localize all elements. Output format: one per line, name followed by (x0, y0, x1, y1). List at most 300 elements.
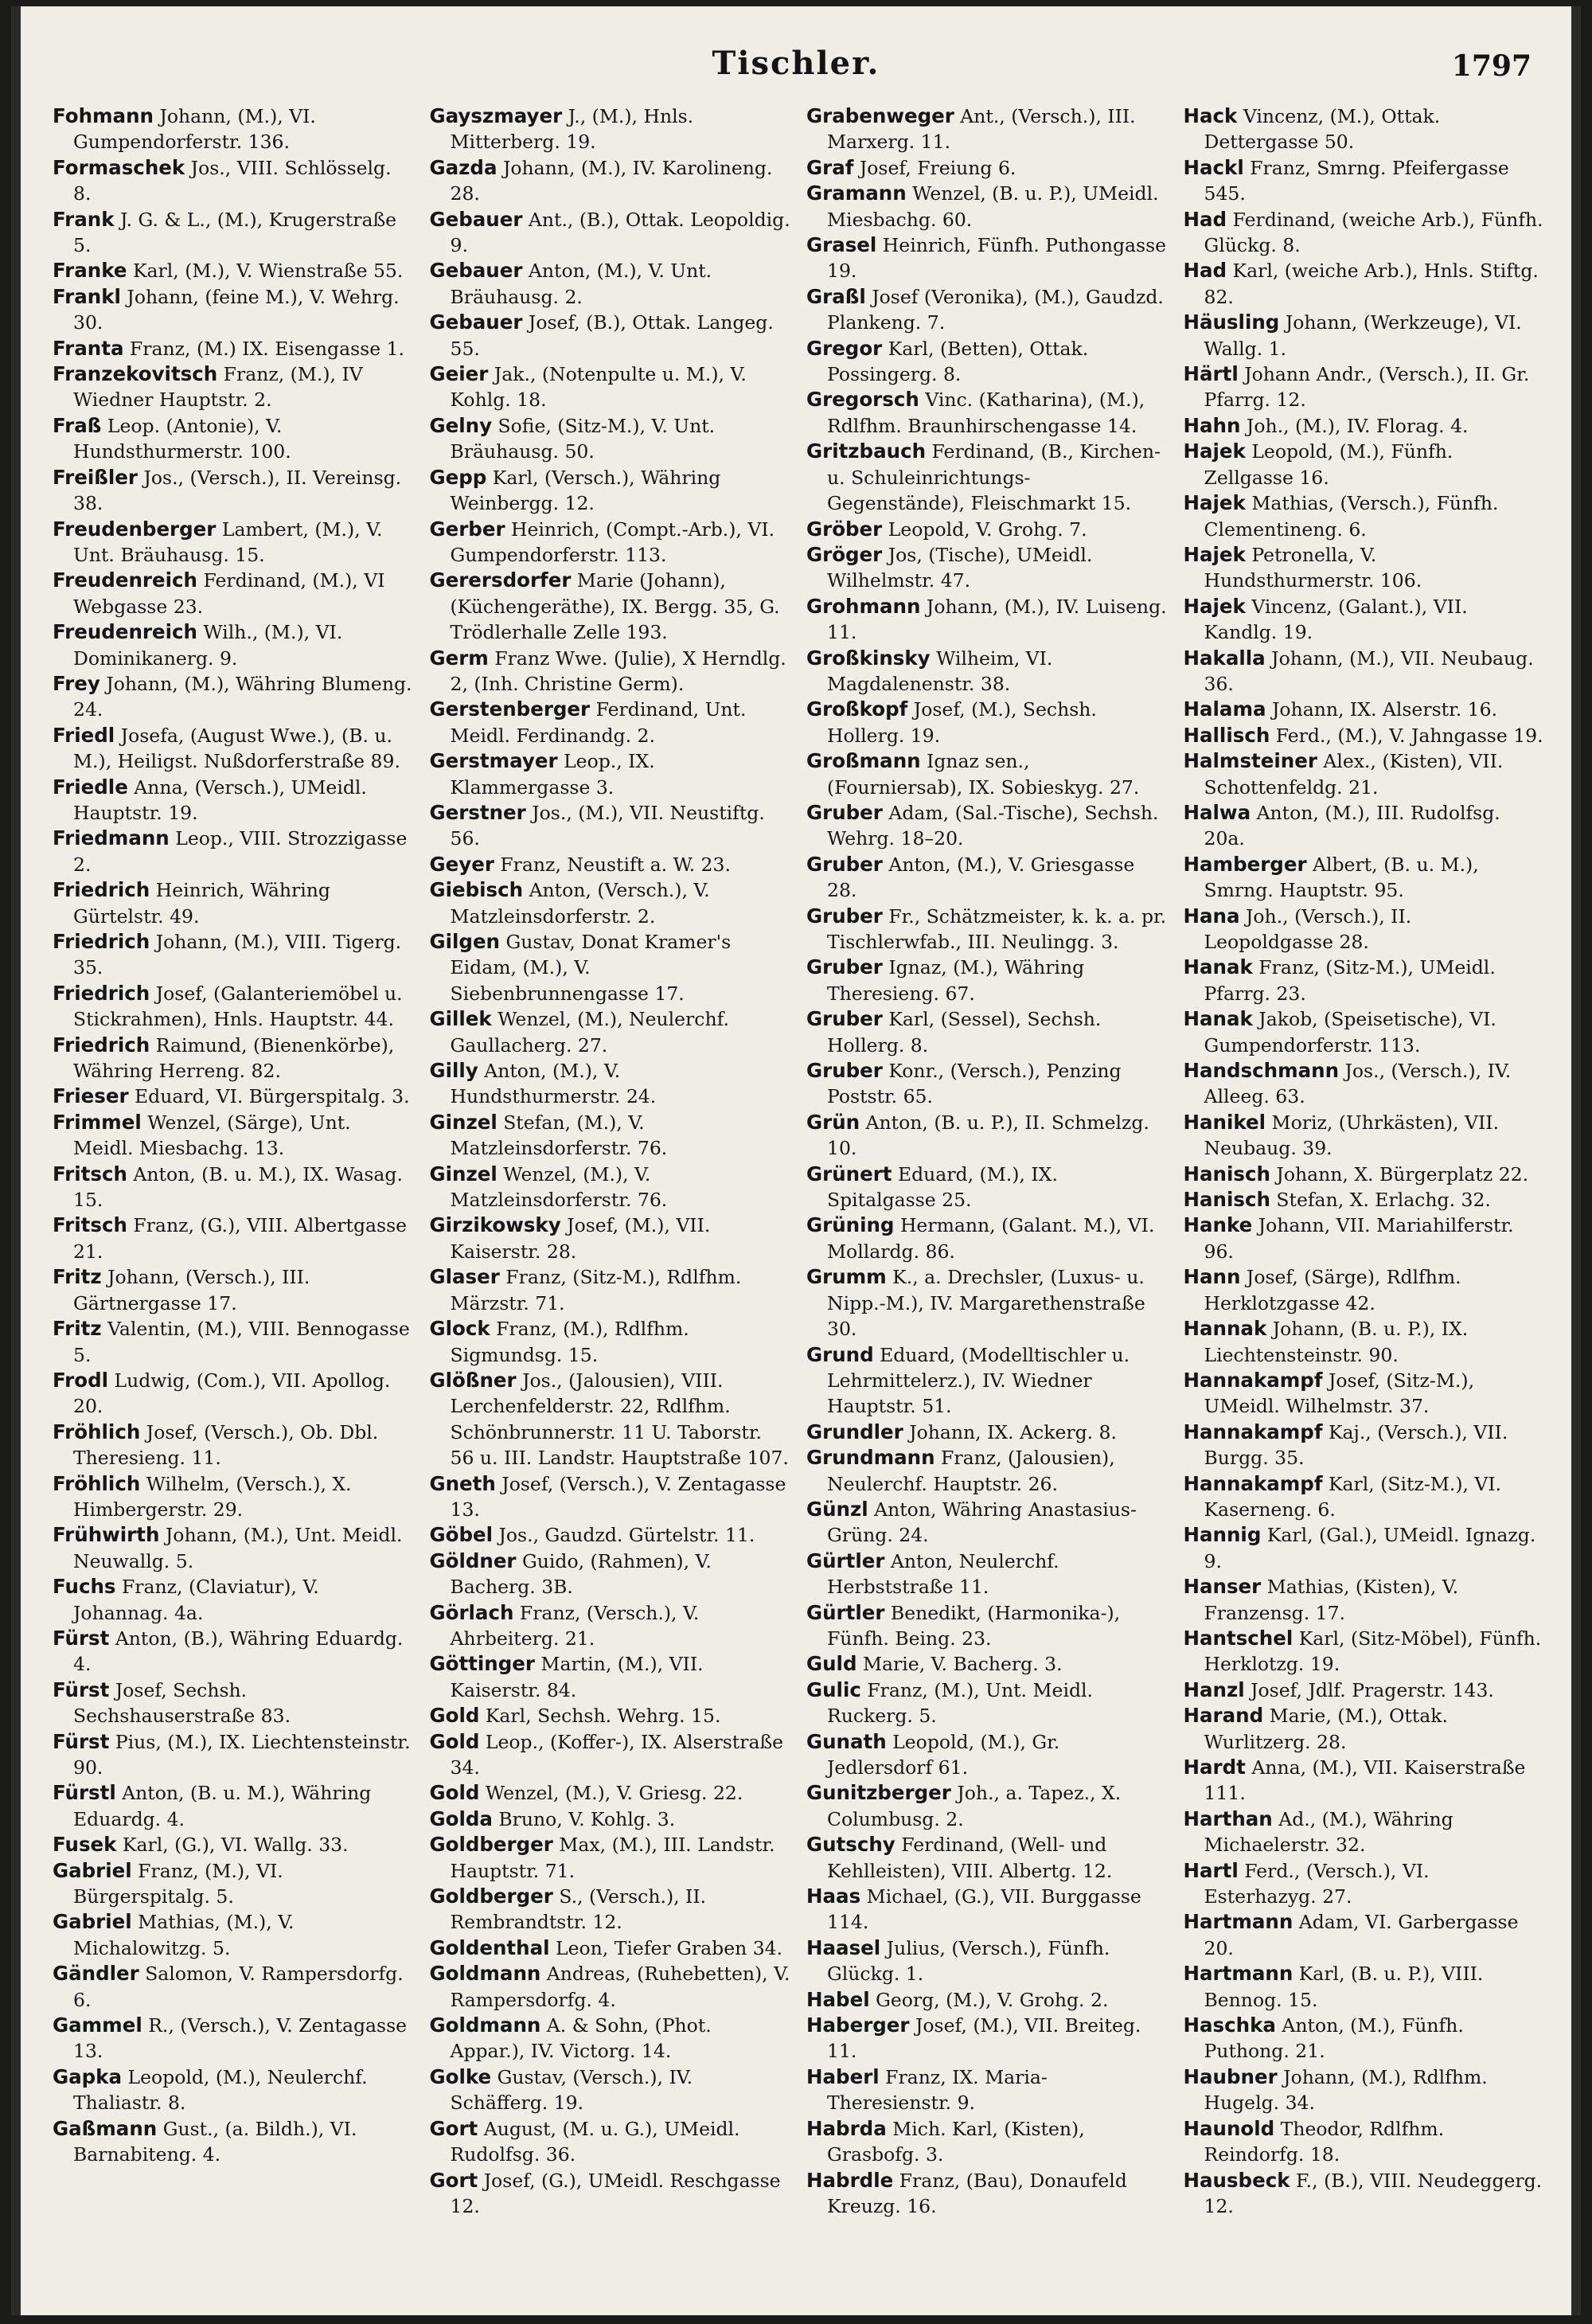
entry-name: Günzl (806, 1497, 868, 1521)
entry-name: Goldberger (429, 1833, 553, 1857)
entry-details: Martin, (M.), VII. Kaiserstr. 84. (450, 1653, 704, 1701)
directory-entry (53, 1420, 414, 1471)
directory-entry (1184, 1187, 1545, 1213)
directory-entry (430, 2013, 791, 2064)
entry-details: Vinc. (Katharina), (M.), Rdlfhm. Braunhirschengasse 14. (827, 389, 1145, 437)
entry-details: Bruno, V. Kohlg. 3. (492, 1807, 676, 1830)
directory-entry (430, 1006, 791, 1058)
entry-details: Heinrich, Fünfh. Puthongasse 19. (827, 234, 1167, 283)
entry-details: Joh., (Versch.), II. Leopoldgasse 28. (1204, 904, 1412, 953)
entry-name: Fürstl (53, 1781, 116, 1805)
directory-entry (53, 619, 414, 671)
entry-name: Haubner (1183, 2064, 1278, 2088)
entry-name: Gunath (806, 1729, 887, 1753)
directory-entry (53, 826, 414, 877)
directory-entry (430, 1703, 791, 1728)
entry-details: Hermann, (Galant. M.), VI. Mollardg. 86. (827, 1214, 1155, 1263)
entry-name: Gürtler (806, 1600, 885, 1624)
entry-name: Grasel (806, 233, 877, 257)
entry-details: Ferdinand, (M.), VI Webgasse 23. (73, 569, 385, 618)
entry-details: Stefan, (M.), V. Matzleinsdorferstr. 76. (450, 1111, 668, 1160)
entry-details: Leop., (Koffer-), IX. Alserstraße 34. (450, 1730, 784, 1779)
entry-name: Haschka (1183, 2013, 1276, 2037)
entry-details: Franz Wwe. (Julie), X Herndlg. 2, (Inh. Christine Germ). (450, 646, 786, 695)
entry-name: Graßl (806, 284, 866, 308)
entry-name: Hartmann (1183, 1910, 1294, 1934)
entry-details: Johann, (M.), Währing Blumeng. 24. (73, 672, 412, 721)
entry-details: Johann Andr., (Versch.), II. Gr. Pfarrg. 12. (1204, 363, 1530, 412)
entry-details: Anton, (B. u. M.), IX. Wasag. 15. (73, 1162, 403, 1212)
entry-details: Anna, (M.), VII. Kaiserstraße 111. (1204, 1756, 1526, 1805)
entry-details: Franz, (M.), IV Wiedner Hauptstr. 2. (73, 363, 363, 412)
directory-entry (1184, 852, 1545, 904)
entry-name: Goldenthal (429, 1935, 550, 1959)
entry-details: Josef, (Versch.), Ob. Dbl. Theresieng. 11. (73, 1420, 379, 1470)
entry-details: Ferd., (Versch.), VI. Esterhazyg. 27. (1204, 1859, 1430, 1908)
directory-entry (806, 800, 1168, 852)
entry-details: Wilh., (M.), VI. Dominikanerg. 9. (73, 621, 343, 670)
entry-name: Hanak (1183, 1007, 1253, 1031)
directory-entry (1184, 258, 1545, 310)
directory-entry (1184, 1522, 1545, 1574)
directory-entry (806, 748, 1168, 800)
entry-details: Ludwig, (Com.), VII. Apollog. 20. (73, 1369, 391, 1418)
entry-name: Girzikowsky (429, 1213, 561, 1237)
directory-entry (430, 2116, 791, 2168)
entry-details: Anton, (M.), V. Unt. Bräuhausg. 2. (450, 260, 712, 308)
entry-name: Halama (1183, 697, 1266, 721)
entry-details: Stefan, X. Erlachg. 32. (1270, 1189, 1491, 1212)
entry-name: Großkinsky (806, 646, 931, 670)
entry-name: Gold (429, 1781, 480, 1805)
directory-entry (806, 104, 1168, 155)
directory-entry (430, 1600, 791, 1652)
entry-name: Gillek (429, 1007, 492, 1031)
entry-details: Mathias, (Versch.), Fünfh. Clementineng. 6. (1204, 492, 1499, 541)
entry-details: Jakob, (Speisetische), VI. Gumpendorferstr. 113. (1204, 1008, 1496, 1057)
entry-name: Grundler (806, 1420, 903, 1443)
entry-name: Frankl (53, 284, 121, 308)
entry-details: Johann, (M.), Unt. Meidl. Neuwallg. 5. (73, 1524, 403, 1572)
entry-details: Anton, (B.), Währing Eduardg. 4. (73, 1627, 404, 1676)
entry-details: Jos., (M.), VII. Neustiftg. 56. (450, 801, 765, 850)
directory-entry (430, 413, 791, 465)
entry-name: Gutschy (806, 1833, 896, 1857)
entry-name: Fröhlich (53, 1420, 141, 1443)
entry-name: Halmsteiner (1183, 749, 1317, 773)
entry-details: Anton, (B. u. M.), Währing Eduardg. 4. (73, 1782, 372, 1830)
directory-columns (45, 104, 1552, 2283)
entry-details: Leopold, (M.), Fünfh. Zellgasse 16. (1204, 440, 1453, 489)
directory-entry (53, 1678, 414, 1729)
entry-name: Härtl (1183, 362, 1239, 386)
column-3 (798, 104, 1176, 2283)
directory-entry (53, 1832, 414, 1857)
entry-details: Johann, (M.), IV. Karolineng. 28. (450, 156, 773, 205)
entry-name: Görlach (429, 1600, 514, 1624)
entry-details: Josef, (M.), VII. Kaiserstr. 28. (450, 1214, 711, 1263)
entry-name: Hannak (1183, 1317, 1267, 1341)
directory-entry (1184, 955, 1545, 1006)
entry-name: Freudenreich (53, 568, 197, 592)
directory-entry (53, 1780, 414, 1832)
entry-details: Wenzel, (M.), V. Griesg. 22. (479, 1782, 743, 1805)
directory-entry (806, 697, 1168, 748)
entry-details: Vincenz, (M.), Ottak. Dettergasse 50. (1204, 105, 1441, 154)
directory-entry (430, 104, 791, 155)
entry-name: Germ (429, 646, 489, 670)
directory-entry (53, 1522, 414, 1574)
entry-name: Fritsch (53, 1162, 127, 1185)
directory-entry (806, 646, 1168, 697)
entry-name: Handschmann (1183, 1059, 1340, 1083)
directory-entry (1184, 1368, 1545, 1420)
directory-entry (806, 2168, 1168, 2220)
directory-entry (430, 310, 791, 361)
entry-name: Hanser (1183, 1575, 1262, 1599)
entry-details: Josef, (G.), UMeidl. Reschgasse 12. (450, 2169, 781, 2217)
directory-entry (53, 723, 414, 775)
entry-details: Julius, (Versch.), Fünfh. Glückg. 1. (827, 1936, 1110, 1986)
entry-details: Ignaz, (M.), Währing Theresieng. 67. (827, 956, 1085, 1005)
entry-details: Ferdinand, (weiche Arb.), Fünfh. Glückg. 8. (1204, 208, 1543, 257)
entry-details: Joh., a. Tapez., X. Columbusg. 2. (827, 1782, 1122, 1830)
entry-details: Anton, (Versch.), V. Matzleinsdorferstr. 2. (450, 879, 710, 928)
entry-name: Göbel (429, 1523, 493, 1547)
directory-entry (430, 568, 791, 645)
entry-name: Fuchs (53, 1575, 116, 1599)
entry-name: Frey (53, 671, 100, 695)
entry-details: Mich. Karl, (Kisten), Grasbofg. 3. (827, 2117, 1085, 2166)
entry-details: Adam, (Sal.-Tische), Sechsh. Wehrg. 18–20. (827, 801, 1159, 850)
entry-details: Franz, IX. Maria-Theresienstr. 9. (827, 2065, 1048, 2115)
directory-entry (806, 1600, 1168, 1652)
entry-name: Fritz (53, 1265, 102, 1289)
directory-entry (1184, 2168, 1545, 2220)
entry-details: Lambert, (M.), V. Unt. Bräuhausg. 15. (73, 518, 383, 566)
entry-details: Josefa, (August Wwe.), (B. u. M.), Heiligst. Nußdorferstraße 89. (73, 724, 400, 773)
entry-name: Had (1183, 259, 1227, 283)
directory-entry (806, 336, 1168, 388)
entry-name: Grumm (806, 1265, 887, 1289)
directory-entry (53, 1909, 414, 1961)
entry-name: Hanke (1183, 1213, 1253, 1237)
directory-entry (53, 1626, 414, 1678)
directory-entry (806, 1445, 1168, 1497)
entry-details: Joh., (M.), IV. Florag. 4. (1240, 414, 1469, 437)
entry-details: Jos., (Jalousien), VIII. Lerchenfelderstr. 22, Rdlfhm. Schönbrunnerstr. 11 U. Taborstr. 56 u. III. Landstr. Hauptstraße 107. (450, 1369, 789, 1470)
entry-name: Gilgen (429, 930, 501, 953)
entry-details: Leop. (Antonie), V. Hundsthurmerstr. 100. (73, 414, 291, 463)
entry-details: Josef, (Sitz-M.), UMeidl. Wilhelmstr. 37. (1204, 1369, 1475, 1418)
entry-name: Grünert (806, 1162, 892, 1185)
directory-entry (430, 1961, 791, 2013)
entry-name: Grund (806, 1342, 874, 1366)
directory-entry (53, 517, 414, 568)
entry-name: Hajek (1183, 439, 1246, 463)
entry-name: Hahn (1183, 413, 1241, 437)
entry-details: Eduard, VI. Bürgerspitalg. 3. (128, 1085, 410, 1108)
directory-entry (806, 232, 1168, 284)
directory-entry (1184, 1806, 1545, 1858)
entry-name: Giebisch (429, 878, 524, 902)
entry-details: Anton, (M.), V. Griesgasse 28. (827, 853, 1135, 902)
entry-name: Habel (806, 1987, 870, 2011)
directory-entry (430, 1780, 791, 1806)
directory-entry (806, 284, 1168, 336)
directory-entry (1184, 1471, 1545, 1523)
entry-name: Gabriel (53, 1858, 132, 1882)
directory-entry (430, 697, 791, 748)
entry-details: Theodor, Rdlfhm. Reindorfg. 18. (1204, 2117, 1445, 2166)
entry-name: Halwa (1183, 800, 1251, 824)
entry-name: Fürst (53, 1729, 110, 1753)
entry-details: Franz, Smrng. Pfeifergasse 545. (1204, 156, 1509, 205)
directory-entry (1184, 310, 1545, 361)
entry-name: Hamberger (1183, 852, 1307, 876)
directory-entry (53, 2064, 414, 2116)
directory-entry (53, 981, 414, 1033)
entry-name: Fröhlich (53, 1471, 141, 1495)
directory-entry (53, 1316, 414, 1368)
entry-name: Frühwirth (53, 1523, 160, 1547)
entry-details: Max, (M.), III. Landstr. Hauptstr. 71. (450, 1834, 775, 1882)
entry-details: Fr., Schätzmeister, k. k. a. pr. Tischlerwfab., III. Neulingg. 3. (827, 904, 1167, 953)
directory-entry (53, 2013, 414, 2064)
entry-name: Habrdle (806, 2168, 894, 2192)
entry-name: Gröber (806, 517, 883, 541)
entry-details: Mathias, (M.), V. Michalowitzg. 5. (73, 1911, 295, 1959)
entry-details: Franz, (Versch.), V. Ahrbeiterg. 21. (450, 1601, 700, 1650)
entry-name: Gayszmayer (429, 104, 563, 127)
directory-entry (1184, 1162, 1545, 1187)
entry-name: Hajek (1183, 542, 1246, 566)
page-header (21, 45, 1571, 92)
entry-details: Marie (Johann), (Küchengeräthe), IX. Bergg. 35, G. Trödlerhalle Zelle 193. (450, 569, 780, 644)
entry-details: Pius, (M.), IX. Liechtensteinstr. 90. (73, 1730, 411, 1779)
entry-name: Häusling (1183, 311, 1280, 334)
entry-details: Franz, (Claviatur), V. Johannag. 4a. (73, 1576, 319, 1624)
entry-name: Fürst (53, 1678, 110, 1701)
directory-entry (53, 1961, 414, 2013)
directory-entry (1184, 2064, 1545, 2116)
entry-name: Haunold (1183, 2116, 1275, 2140)
entry-details: Ant., (Versch.), III. Marxerg. 11. (827, 105, 1136, 154)
entry-details: Marie, V. Bacherg. 3. (856, 1653, 1063, 1676)
entry-details: Johann, VII. Mariahilferstr. 96. (1204, 1214, 1514, 1263)
directory-entry (806, 155, 1168, 181)
directory-entry (1184, 1213, 1545, 1264)
directory-entry (806, 542, 1168, 594)
directory-entry (1184, 1110, 1545, 1162)
entry-name: Hack (1183, 104, 1238, 127)
column-4 (1176, 104, 1553, 2283)
entry-details: Karl, (Betten), Ottak. Possingerg. 8. (827, 337, 1089, 386)
directory-entry (1184, 1006, 1545, 1058)
entry-name: Glock (429, 1317, 490, 1341)
entry-details: Josef, (Särge), Rdlfhm. Herklotzgasse 42. (1204, 1266, 1461, 1314)
entry-details: Johann, (B. u. P.), IX. Liechtensteinstr. 90. (1204, 1318, 1469, 1366)
entry-name: Hannig (1183, 1523, 1262, 1547)
entry-name: Fürst (53, 1626, 110, 1650)
directory-entry (806, 1678, 1168, 1729)
entry-details: Josef, (M.), Sechsh. Hollerg. 19. (827, 698, 1097, 747)
entry-details: Andreas, (Ruhebetten), V. Rampersdorfg. 4. (450, 1963, 790, 2011)
directory-entry (1184, 155, 1545, 207)
entry-details: Franz, Neustift a. W. 23. (494, 853, 731, 876)
entry-details: F., (B.), VIII. Neudeggerg. 12. (1204, 2169, 1543, 2217)
entry-name: Freudenberger (53, 517, 217, 541)
entry-name: Harthan (1183, 1806, 1273, 1830)
entry-name: Fohmann (53, 104, 154, 127)
directory-entry (806, 1213, 1168, 1264)
directory-entry (806, 2116, 1168, 2168)
directory-entry (1184, 723, 1545, 748)
entry-name: Freißler (53, 465, 138, 489)
entry-details: Johann, (M.), VI. Gumpendorferstr. 136. (73, 105, 316, 154)
directory-entry (1184, 1264, 1545, 1316)
directory-entry (430, 2168, 791, 2220)
directory-entry (806, 904, 1168, 955)
entry-details: Anton, (M.), V. Hundsthurmerstr. 24. (450, 1060, 657, 1108)
entry-name: Gerstenberger (429, 697, 591, 721)
entry-details: Jos., Gaudzd. Gürtelstr. 11. (493, 1524, 755, 1547)
directory-entry (430, 929, 791, 1006)
directory-entry (53, 413, 414, 465)
entry-details: Wenzel, (M.), Neulerchf. Gaullacherg. 27. (450, 1008, 729, 1057)
directory-entry (1184, 1909, 1545, 1961)
entry-name: Ginzel (429, 1162, 498, 1185)
entry-name: Gunitzberger (806, 1781, 951, 1805)
directory-entry (430, 1213, 791, 1264)
entry-details: Johann, (Werkzeuge), VI. Wallg. 1. (1204, 311, 1522, 360)
directory-entry (430, 155, 791, 207)
entry-name: Friedrich (53, 930, 150, 953)
directory-entry (430, 258, 791, 310)
directory-entry (806, 1058, 1168, 1110)
directory-entry (53, 2116, 414, 2168)
entry-name: Gazda (429, 155, 498, 179)
entry-details: Karl, (Sitz-M.), VI. Kaserneng. 6. (1204, 1472, 1502, 1521)
entry-name: Guld (806, 1652, 857, 1676)
entry-name: Gerstner (429, 800, 526, 824)
entry-details: Josef, (Galanteriemöbel u. Stickrahmen), Hnls. Hauptstr. 44. (73, 982, 403, 1031)
entry-name: Gort (429, 2168, 478, 2192)
directory-entry (430, 1935, 791, 1961)
entry-name: Gammel (53, 2013, 142, 2037)
directory-entry (53, 1162, 414, 1213)
entry-details: J. G. & L., (M.), Krugerstraße 5. (73, 208, 397, 257)
entry-details: Karl, (weiche Arb.), Hnls. Stiftg. 82. (1204, 260, 1539, 308)
entry-name: Hakalla (1183, 646, 1266, 670)
directory-entry (430, 1832, 791, 1884)
entry-name: Geyer (429, 852, 494, 876)
entry-details: Konr., (Versch.), Penzing Poststr. 65. (827, 1060, 1122, 1108)
entry-details: Moriz, (Uhrkästen), VII. Neubaug. 39. (1204, 1111, 1500, 1160)
directory-entry (806, 955, 1168, 1006)
directory-entry (1184, 748, 1545, 800)
entry-details: Sofie, (Sitz-M.), V. Unt. Bräuhausg. 50. (450, 414, 716, 463)
entry-details: Jak., (Notenpulte u. M.), V. Kohlg. 18. (450, 363, 747, 412)
entry-details: Johann, (M.), Rdlfhm. Hugelg. 34. (1204, 2065, 1488, 2115)
entry-name: Hannakampf (1183, 1471, 1323, 1495)
entry-name: Habrda (806, 2116, 887, 2140)
entry-details: Anna, (Versch.), UMeidl. Hauptstr. 19. (73, 775, 367, 824)
directory-entry (806, 517, 1168, 542)
entry-name: Hartmann (1183, 1962, 1294, 1986)
entry-details: Johann, IX. Alserstr. 16. (1266, 698, 1498, 721)
entry-name: Hannakampf (1183, 1368, 1323, 1392)
entry-name: Hannakampf (1183, 1420, 1323, 1443)
entry-name: Gregorsch (806, 388, 919, 412)
entry-name: Gelny (429, 413, 493, 437)
entry-name: Grundmann (806, 1446, 935, 1470)
entry-details: Johann, (M.), IV. Luiseng. 11. (827, 595, 1167, 644)
entry-name: Gold (429, 1704, 480, 1728)
directory-entry (430, 1110, 791, 1162)
entry-name: Hausbeck (1183, 2168, 1290, 2192)
entry-details: Franz, (M.) IX. Eisengasse 1. (123, 337, 404, 360)
entry-name: Fritsch (53, 1213, 127, 1237)
directory-entry (1184, 1703, 1545, 1755)
entry-name: Glößner (429, 1368, 517, 1392)
entry-details: Vincenz, (Galant.), VII. Kandlg. 19. (1204, 595, 1468, 644)
directory-entry (53, 207, 414, 259)
entry-name: Gröger (806, 542, 883, 566)
entry-details: Gustav, Donat Kramer's Eidam, (M.), V. Siebenbrunnengasse 17. (450, 931, 732, 1005)
entry-name: Gürtler (806, 1549, 885, 1572)
directory-entry (430, 1162, 791, 1213)
entry-name: Gaßmann (53, 2116, 158, 2140)
directory-entry (806, 1497, 1168, 1549)
entry-name: Göttinger (429, 1652, 535, 1676)
entry-details: Franz, (Jalousien), Neulerchf. Hauptstr. 26. (827, 1447, 1115, 1495)
entry-details: August, (M. u. G.), UMeidl. Rudolfsg. 36. (450, 2117, 740, 2166)
directory-entry (430, 800, 791, 852)
directory-entry (1184, 490, 1545, 542)
directory-entry (53, 1264, 414, 1316)
directory-entry (806, 439, 1168, 516)
directory-entry (806, 1006, 1168, 1058)
directory-entry (53, 155, 414, 207)
entry-name: Grüning (806, 1213, 895, 1237)
directory-entry (1184, 2013, 1545, 2064)
entry-details: Marie, (M.), Ottak. Wurlitzerg. 28. (1204, 1705, 1448, 1753)
entry-name: Großmann (806, 749, 921, 773)
entry-details: Leop., VIII. Strozzigasse 2. (73, 827, 408, 876)
entry-name: Haasel (806, 1935, 881, 1959)
entry-details: Jos., VIII. Schlösselg. 8. (73, 156, 392, 205)
directory-entry (1184, 646, 1545, 697)
directory-entry (53, 258, 414, 283)
directory-entry (430, 1368, 791, 1471)
entry-details: Georg, (M.), V. Grohg. 2. (869, 1988, 1109, 2011)
entry-name: Gruber (806, 852, 883, 876)
directory-entry (53, 671, 414, 723)
directory-entry (430, 852, 791, 877)
directory-entry (430, 1729, 791, 1781)
entry-details: Eduard, (Modelltischler u. Lehrmittelerz.), IV. Wiedner Hauptstr. 51. (827, 1343, 1130, 1418)
directory-entry (53, 1368, 414, 1420)
entry-name: Goldberger (429, 1885, 553, 1908)
entry-details: Petronella, V. Hundsthurmerstr. 106. (1204, 543, 1422, 592)
entry-name: Friedrich (53, 981, 150, 1005)
directory-entry (1184, 594, 1545, 646)
directory-entry (1184, 697, 1545, 722)
entry-name: Gulic (806, 1678, 861, 1701)
entry-details: Franz, (G.), VIII. Albertgasse 21. (73, 1214, 408, 1263)
entry-name: Gerber (429, 517, 505, 541)
